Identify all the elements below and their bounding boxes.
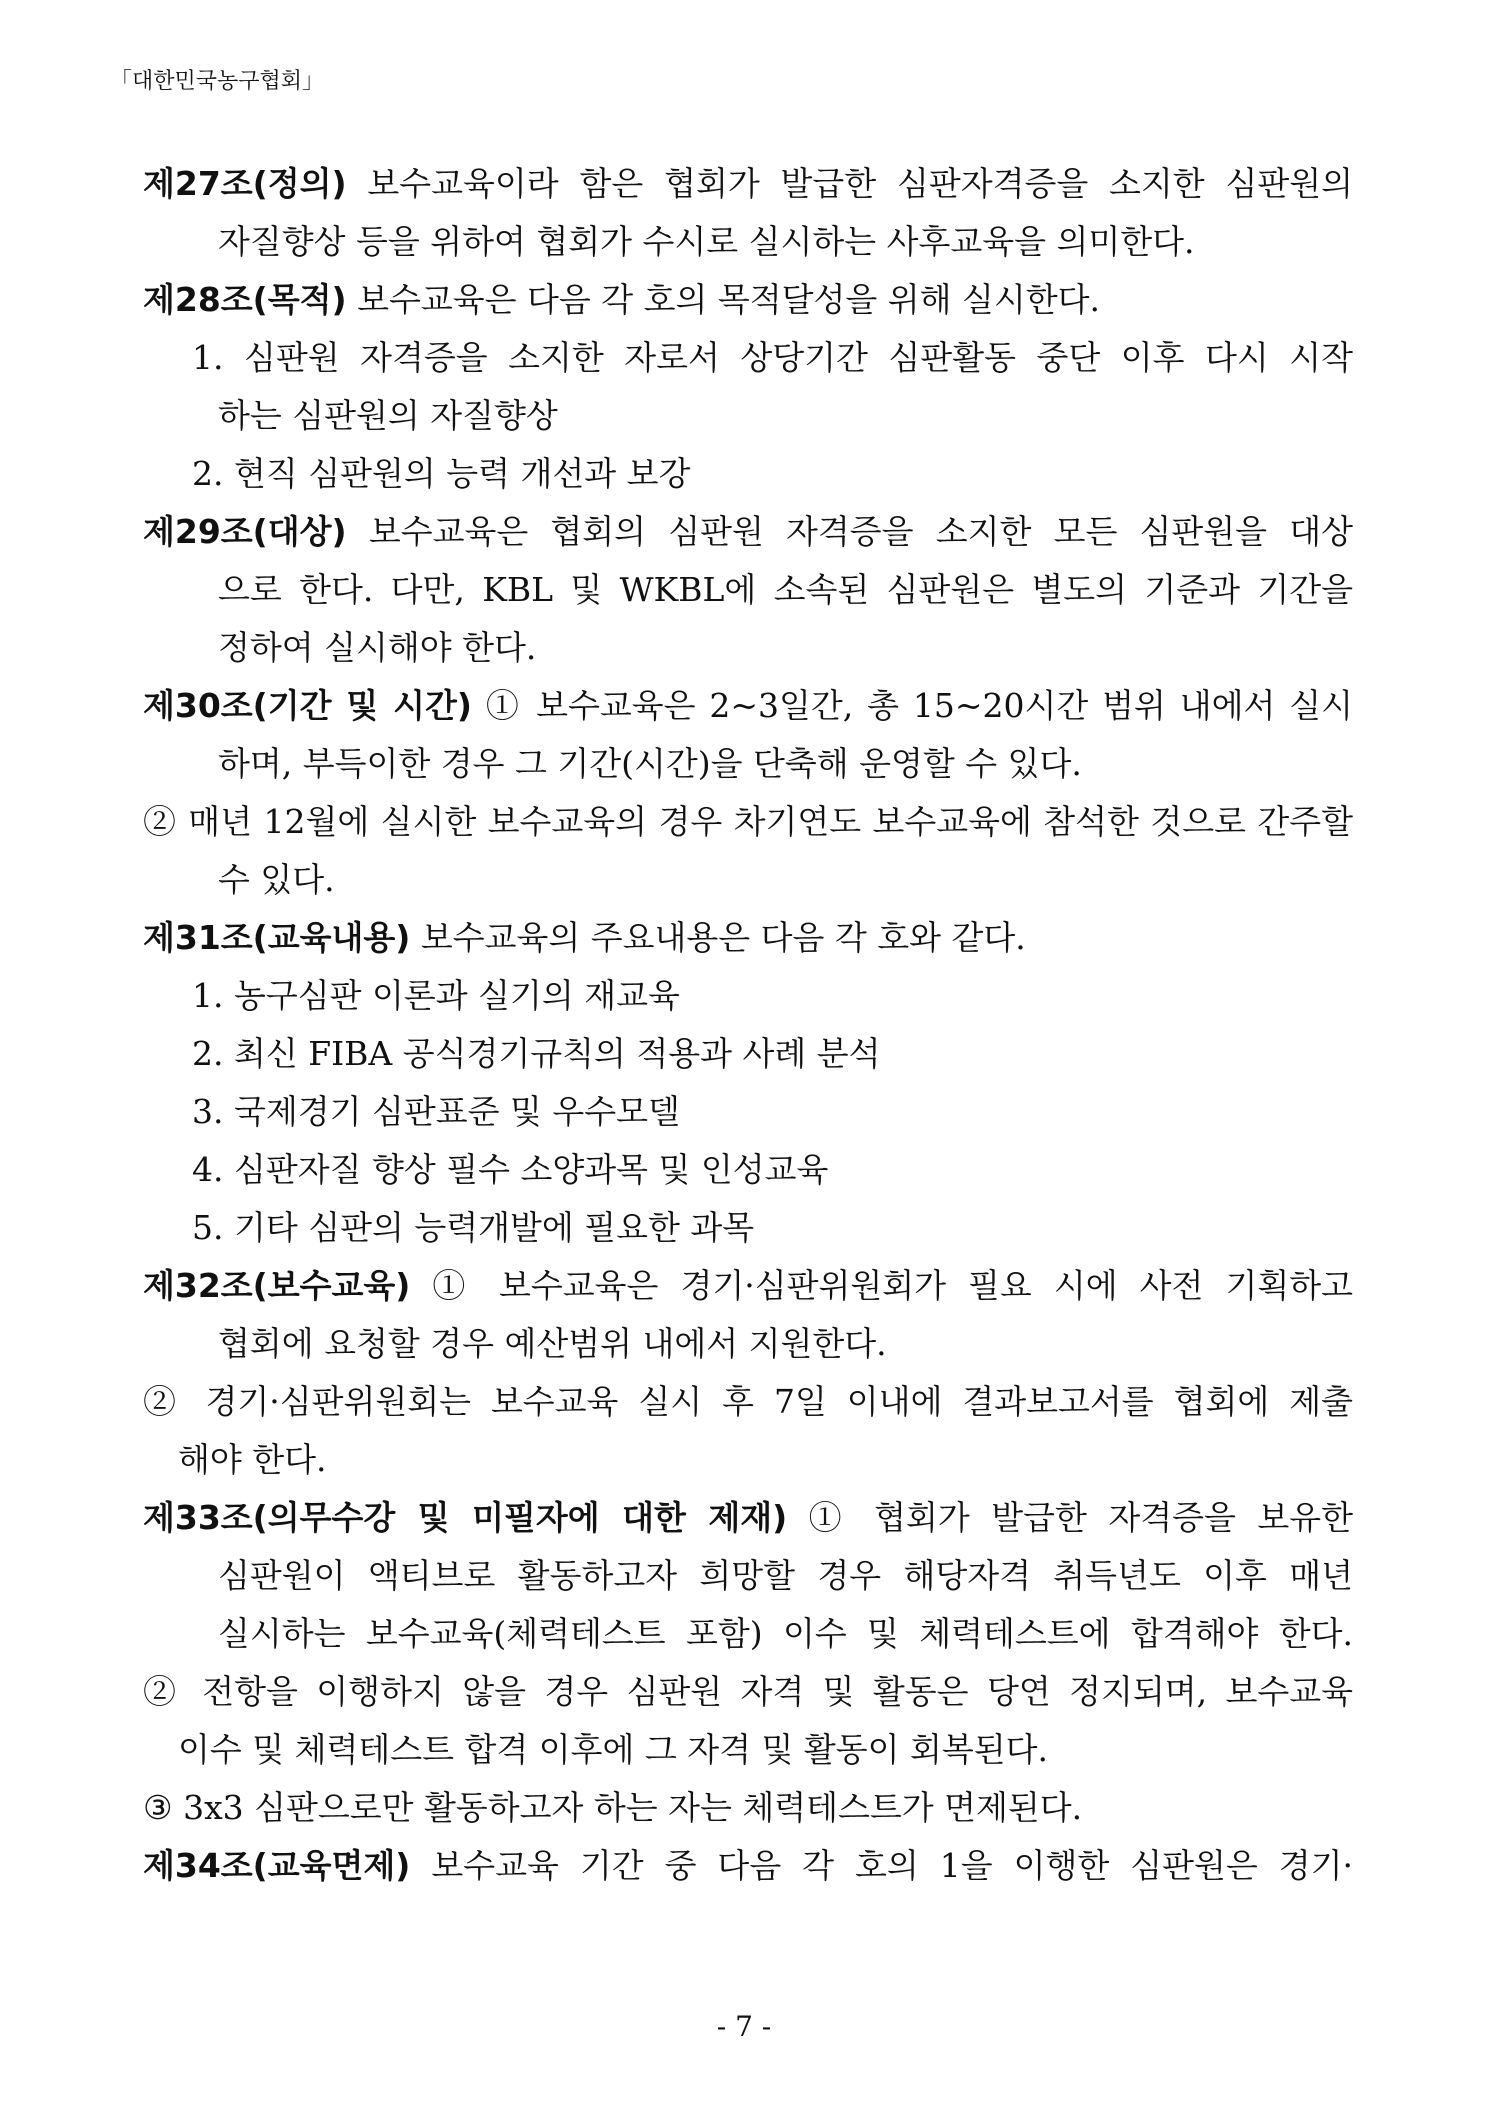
article-title: 제29조(대상)	[143, 512, 347, 551]
article-text: 하며, 부득이한 경우 그 기간(시간)을 단축해 운영할 수 있다.	[218, 744, 1082, 783]
article-text: 으로 한다. 다만, KBL 및 WKBL에 소속된 심판원은 별도의 기준과 기간을	[218, 570, 1353, 609]
article-title: 제33조(의무수강 및 미필자에 대한 제재)	[143, 1498, 788, 1537]
article-heading-line	[143, 1842, 1353, 1890]
article-heading-line	[143, 276, 1100, 324]
body-text-line	[218, 1610, 1353, 1658]
article-text: 실시하는 보수교육(체력테스트 포함) 이수 및 체력테스트에 합격해야 한다.	[218, 1614, 1353, 1653]
body-text-line	[218, 1552, 1353, 1600]
article-text: 5. 기타 심판의 능력개발에 필요한 과목	[192, 1208, 755, 1247]
body-text-line	[192, 1030, 881, 1078]
article-heading-line	[143, 1494, 1353, 1542]
article-text: 보수교육의 주요내용은 다음 각 호와 같다.	[420, 918, 1026, 957]
article-text: 이수 및 체력테스트 합격 이후에 그 자격 및 활동이 회복된다.	[178, 1730, 1048, 1769]
body-text-line	[143, 798, 1353, 846]
article-heading-line	[143, 508, 1353, 556]
article-text: 1. 심판원 자격증을 소지한 자로서 상당기간 심판활동 중단 이후 다시 시작	[192, 338, 1353, 377]
article-text: 심판원이 액티브로 활동하고자 희망할 경우 해당자격 취득년도 이후 매년	[218, 1556, 1353, 1595]
body-text-line	[192, 1088, 680, 1136]
article-title: 제32조(보수교육)	[143, 1266, 411, 1305]
body-text-line	[192, 450, 690, 498]
body-text-line	[143, 1784, 1082, 1832]
article-text: 보수교육은 다음 각 호의 목적달성을 위해 실시한다.	[357, 280, 1100, 319]
article-text: ① 협회가 발급한 자격증을 보유한	[808, 1498, 1353, 1537]
body-text-line	[178, 1436, 327, 1484]
article-text: ① 보수교육은 2~3일간, 총 15~20시간 범위 내에서 실시	[485, 686, 1353, 725]
article-text: 2. 최신 FIBA 공식경기규칙의 적용과 사례 분석	[192, 1034, 881, 1073]
body-text-line	[143, 1378, 1353, 1426]
article-heading-line	[143, 682, 1353, 730]
body-text-line	[218, 1320, 887, 1368]
article-text: 4. 심판자질 향상 필수 소양과목 및 인성교육	[192, 1150, 829, 1189]
article-text: 3. 국제경기 심판표준 및 우수모델	[192, 1092, 680, 1131]
article-text: ② 매년 12월에 실시한 보수교육의 경우 차기연도 보수교육에 참석한 것으로 간주할	[143, 802, 1353, 841]
article-text: ③ 3x3 심판으로만 활동하고자 하는 자는 체력테스트가 면제된다.	[143, 1788, 1083, 1827]
article-text: 수 있다.	[218, 860, 335, 899]
article-text: 보수교육은 협회의 심판원 자격증을 소지한 모든 심판원을 대상	[368, 512, 1353, 551]
body-text-line	[218, 566, 1353, 614]
article-title: 제27조(정의)	[143, 164, 347, 203]
body-text-line	[192, 972, 680, 1020]
article-heading-line	[143, 160, 1353, 208]
article-text: 협회에 요청할 경우 예산범위 내에서 지원한다.	[218, 1324, 887, 1363]
body-text-line	[218, 218, 1195, 266]
body-text-line	[192, 1146, 828, 1194]
body-text-line	[218, 856, 335, 904]
body-text-line	[178, 1726, 1048, 1774]
body-text-line	[192, 1204, 754, 1252]
body-text-line	[192, 334, 1353, 382]
article-text: 보수교육이라 함은 협회가 발급한 심판자격증을 소지한 심판원의	[367, 164, 1353, 203]
article-text: 1. 농구심판 이론과 실기의 재교육	[192, 976, 680, 1015]
body-text-line	[218, 392, 558, 440]
article-text: 자질향상 등을 위하여 협회가 수시로 실시하는 사후교육을 의미한다.	[218, 222, 1195, 261]
document-header: 「대한민국농구협회」	[110, 69, 325, 94]
article-heading-line	[143, 914, 1026, 962]
article-title: 제28조(목적)	[143, 280, 347, 319]
article-text: ② 전항을 이행하지 않을 경우 심판원 자격 및 활동은 당연 정지되며, 보수교육	[143, 1672, 1353, 1711]
article-text: 정하여 실시해야 한다.	[218, 628, 537, 667]
body-text-line	[218, 740, 1082, 788]
article-text: ② 경기·심판위원회는 보수교육 실시 후 7일 이내에 결과보고서를 협회에 제출	[143, 1382, 1353, 1421]
article-text: 2. 현직 심판원의 능력 개선과 보강	[192, 454, 691, 493]
article-heading-line	[143, 1262, 1353, 1310]
body-text-line	[218, 624, 536, 672]
article-text: 보수교육 기간 중 다음 각 호의 1을 이행한 심판원은 경기·	[431, 1846, 1353, 1885]
article-text: ① 보수교육은 경기·심판위원회가 필요 시에 사전 기획하고	[432, 1266, 1353, 1305]
article-title: 제31조(교육내용)	[143, 918, 411, 957]
article-title: 제34조(교육면제)	[143, 1846, 411, 1885]
page-number: - 7 -	[716, 2010, 772, 2043]
article-text: 해야 한다.	[178, 1440, 327, 1479]
article-text: 하는 심판원의 자질향상	[218, 396, 558, 435]
article-title: 제30조(기간 및 시간)	[143, 686, 472, 725]
body-text-line	[143, 1668, 1353, 1716]
